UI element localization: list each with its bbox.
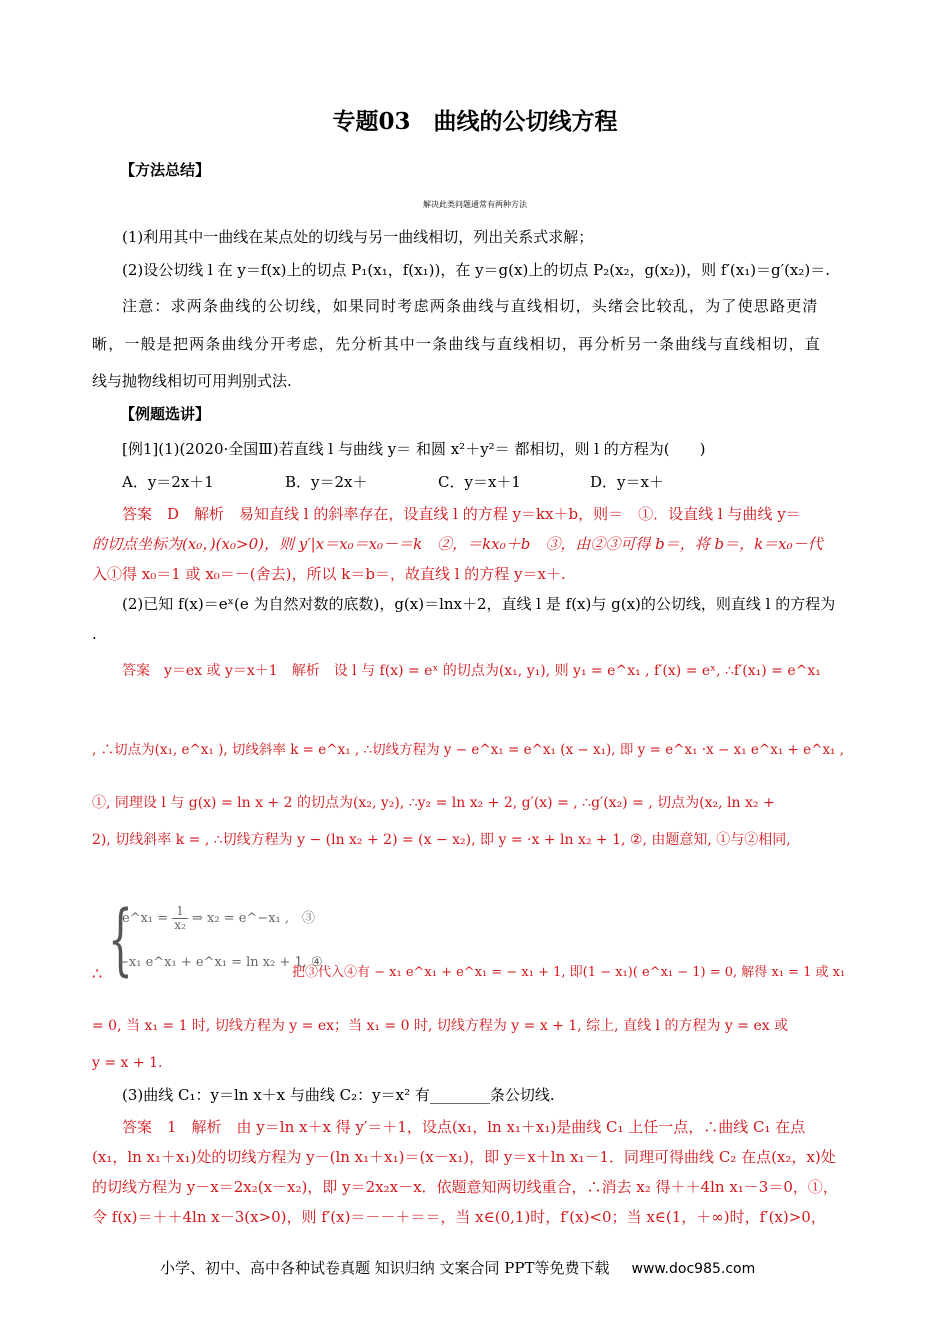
answer2-line1: 答案 y＝ex 或 y＝x＋1 解析 设 l 与 f(x) = eˣ 的切点为(x₁, y₁), 则 y₁ = e^x₁ , f′(x) = eˣ, ∴f′(x₁) = e^x₁ bbox=[122, 663, 821, 679]
answer3-line1: 答案 1 解析 由 y＝ln x＋x 得 y′＝＋1，设点(x₁，ln x₁＋x₁)是曲线 C₁ 上任一点，∴曲线 C₁ 在点 bbox=[122, 1118, 806, 1136]
option-b: B．y＝2x＋ bbox=[285, 473, 368, 491]
example1-question2-line2: . bbox=[92, 625, 97, 643]
note-line-2: 晰，一般是把两条曲线分开考虑，先分析其中一条曲线与直线相切，再分析另一条曲线与直线相切，直 bbox=[92, 335, 822, 353]
answer2-line4: 2), 切线斜率 k = , ∴切线方程为 y − (ln x₂ + 2) = (x − x₂), 即 y = ·x + ln x₂ + 1, ②, 由题意知, ①与②相同, bbox=[92, 832, 791, 848]
page-footer bbox=[160, 1257, 755, 1278]
answer1-line3: 入①得 x₀＝1 或 x₀＝－(舍去)，所以 k＝b＝，故直线 l 的方程 y＝x＋. bbox=[92, 565, 566, 583]
answer2-line5: 把③代入④有 − x₁ e^x₁ + e^x₁ = − x₁ + 1, 即(1 − x₁)( e^x₁ − 1) = 0, 解得 x₁ = 1 或 x₁ bbox=[292, 965, 846, 980]
footer-text: 小学、初中、高中各种试卷真题 知识归纳 文案合同 PPT等免费下载 bbox=[160, 1259, 610, 1277]
answer2-line6: = 0, 当 x₁ = 1 时, 切线方程为 y = ex；当 x₁ = 0 时, 切线方程为 y = x + 1, 综上, 直线 l 的方程为 y = ex 或 bbox=[92, 1018, 789, 1034]
system-brace: { bbox=[108, 895, 133, 985]
option-a: A．y＝2x＋1 bbox=[122, 473, 214, 491]
answer1-line1: 答案 D 解析 易知直线 l 的斜率存在，设直线 l 的方程 y＝kx＋b，则＝ ①．设直线 l 与曲线 y＝ bbox=[122, 505, 801, 523]
system-equation-2: −x₁ e^x₁ + e^x₁ = ln x₂ + 1, ④ bbox=[118, 955, 323, 970]
answer1-line2: 的切点坐标为(x₀，)(x₀>0)，则 y′|x＝x₀＝x₀－＝k ②，＝kx₀＋b ③，由②③可得 b＝，将 b＝，k＝x₀－代 bbox=[92, 535, 823, 553]
example1-question1: [例1](1)(2020·全国Ⅲ)若直线 l 与曲线 y＝ 和圆 x²＋y²＝ 都相切，则 l 的方程为( ) bbox=[122, 440, 706, 458]
page-title: 专题03 曲线的公切线方程 bbox=[332, 108, 618, 135]
method-heading: 【方法总结】 bbox=[120, 161, 211, 179]
option-d: D．y＝x＋ bbox=[590, 473, 664, 491]
example1-question2-line1: (2)已知 f(x)＝eˣ(e 为自然对数的底数)，g(x)＝lnx＋2，直线 l 是 f(x)与 g(x)的公切线，则直线 l 的方程为 bbox=[122, 595, 836, 613]
answer2-therefore: ∴ bbox=[92, 964, 103, 983]
answer2-line3: ①, 同理设 l 与 g(x) = ln x + 2 的切点为(x₂, y₂), ∴y₂ = ln x₂ + 2, g′(x) = , ∴g′(x₂) = , 切点为(x₂, ln x₂ + bbox=[92, 795, 775, 811]
method-intro: 解决此类问题通常有两种方法 bbox=[423, 200, 527, 209]
answer2-line2: , ∴切点为(x₁, e^x₁ ), 切线斜率 k = e^x₁ , ∴切线方程为 y − e^x₁ = e^x₁ (x − x₁), 即 y = e^x₁ ·x − x₁ e^x₁ + e^x₁ , bbox=[92, 742, 845, 758]
note-line-1: 注意：求两条曲线的公切线，如果同时考虑两条曲线与直线相切，头绪会比较乱，为了使思路更清 bbox=[122, 297, 819, 315]
answer2-line7: y = x + 1. bbox=[92, 1055, 163, 1071]
footer-url-link[interactable]: www.doc985.com bbox=[631, 1261, 756, 1277]
note-line-3: 线与抛物线相切可用判别式法. bbox=[92, 372, 292, 390]
system-equation-1: e^x₁ = $\frac{1}{\text{x₂}}$ ⇒ x₂ = e^−x₁ , ③ bbox=[122, 904, 316, 932]
method-item-1: (1)利用其中一曲线在某点处的切线与另一曲线相切，列出关系式求解； bbox=[122, 228, 594, 246]
example1-question3: (3)曲线 C₁：y＝ln x＋x 与曲线 C₂：y＝x² 有________条公切线. bbox=[122, 1086, 555, 1104]
option-c: C．y＝x＋1 bbox=[438, 473, 521, 491]
answer3-line4: 令 f(x)＝＋＋4ln x－3(x>0)，则 f′(x)＝－－＋＝＝，当 x∈(0,1)时，f′(x)<0；当 x∈(1，＋∞)时，f′(x)>0， bbox=[92, 1208, 826, 1226]
method-item-2: (2)设公切线 l 在 y＝f(x)上的切点 P₁(x₁，f(x₁))，在 y＝g(x)上的切点 P₂(x₂，g(x₂))，则 f′(x₁)＝g′(x₂)＝. bbox=[122, 261, 831, 279]
example-heading: 【例题选讲】 bbox=[120, 405, 211, 423]
answer3-line2: (x₁，ln x₁＋x₁)处的切线方程为 y－(ln x₁＋x₁)＝(x－x₁)，即 y＝x＋ln x₁－1．同理可得曲线 C₂ 在点(x₂，x)处 bbox=[92, 1148, 836, 1166]
answer3-line3: 的切线方程为 y－x＝2x₂(x－x₂)，即 y＝2x₂x－x．依题意知两切线重合，∴消去 x₂ 得＋＋4ln x₁－3＝0，①， bbox=[92, 1178, 838, 1196]
